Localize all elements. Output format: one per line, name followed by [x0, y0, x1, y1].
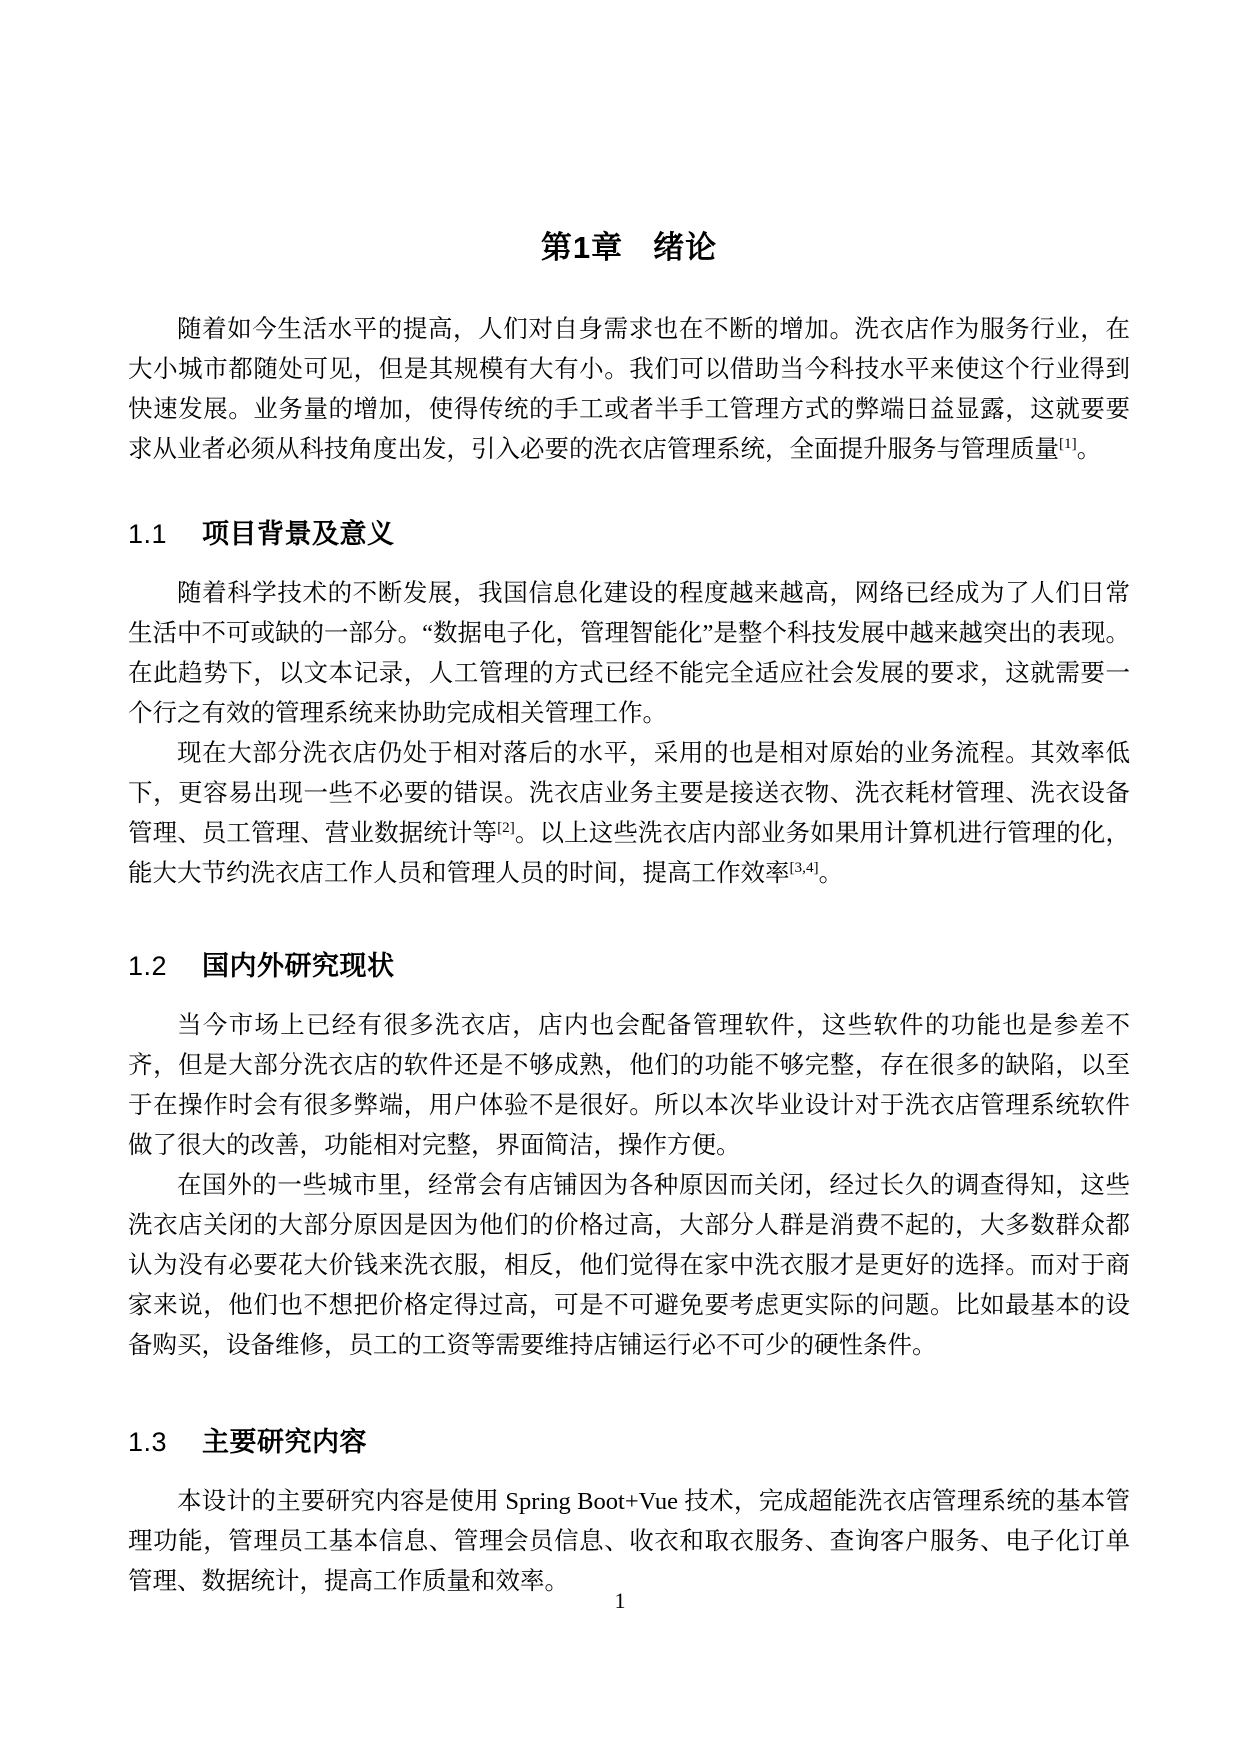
spacer-intro — [128, 268, 1130, 310]
section-heading-1-2 — [128, 950, 1130, 984]
section-heading-1-1 — [128, 518, 1130, 552]
paragraph-1-2-a — [128, 1006, 1130, 1166]
intro-paragraph-tail: 。 — [1076, 436, 1102, 464]
chapter-title — [128, 0, 1130, 268]
section-number-1-2: 1.2 — [128, 951, 168, 982]
spacer-after-section-1-3 — [128, 1460, 1130, 1482]
spacer-before-section-1-3 — [128, 1366, 1130, 1426]
paragraph-1-2-a-text: 当今市场上已经有很多洗衣店，店内也会配备管理软件，这些软件的功能也是参差不齐，但是大部分洗衣店的软件还是不够成熟，他们的功能不够完整，存在很多的缺陷，以至于在操作时会有很多弊端，用户体验不是很好。所以本次毕业设计对于洗衣店管理系统软件做了很大的改善，功能相对完整，界面简洁，操作方便。 — [128, 1011, 1130, 1159]
spacer-before-section-1-1 — [128, 470, 1130, 518]
paragraph-1-1-a — [128, 574, 1130, 734]
spacer-after-section-1-1 — [128, 552, 1130, 574]
section-title-1-1: 项目背景及意义 — [202, 519, 395, 550]
section-number-1-1: 1.1 — [128, 519, 168, 550]
citation-ref-3-4: [3,4] — [789, 858, 819, 876]
paragraph-1-1-b — [128, 734, 1130, 894]
section-title-1-2: 国内外研究现状 — [202, 951, 395, 982]
paragraph-1-1-a-text: 随着科学技术的不断发展，我国信息化建设的程度越来越高，网络已经成为了人们日常生活中不可或缺的一部分。“数据电子化，管理智能化”是整个科技发展中越来越突出的表现。在此趋势下，以文本记录，人工管理的方式已经不能完全适应社会发展的要求，这就需要一个行之有效的管理系统来协助完成相关管理工作。 — [128, 580, 1130, 728]
paragraph-1-1-b-tail2: 。 — [818, 860, 844, 888]
paragraph-1-1-b-tail: 。以上这些洗衣店内部业务如果用计算机进行管理的化，能大大节约洗衣店工作人员和管理人员的时间，提高工作效率 — [128, 820, 1131, 888]
paragraph-1-3-a-text: 本设计的主要研究内容是使用 Spring Boot+Vue 技术，完成超能洗衣店管理系统的基本管理功能，管理员工基本信息、管理会员信息、收衣和取衣服务、查询客户服务、电子化订单管理、数据统计，提高工作质量和效率。 — [128, 1487, 1130, 1595]
spacer-before-section-1-2 — [128, 894, 1130, 950]
page-number: 1 — [614, 1588, 626, 1613]
paragraph-1-2-b — [128, 1166, 1130, 1366]
citation-ref-2: [2] — [497, 818, 515, 836]
page-content — [128, 0, 1130, 1602]
spacer-after-section-1-2 — [128, 984, 1130, 1006]
paragraph-1-1-b-text: 现在大部分洗衣店仍处于相对落后的水平，采用的也是相对原始的业务流程。其效率低下，更容易出现一些不必要的错误。洗衣店业务主要是接送衣物、洗衣耗材管理、洗衣设备管理、员工管理、营业数据统计等 — [128, 740, 1130, 848]
section-number-1-3: 1.3 — [128, 1426, 168, 1457]
section-title-1-3: 主要研究内容 — [202, 1426, 367, 1457]
intro-paragraph-text: 随着如今生活水平的提高，人们对自身需求也在不断的增加。洗衣店作为服务行业，在大小城市都随处可见，但是其规模有大有小。我们可以借助当今科技水平来使这个行业得到快速发展。业务量的增加，使得传统的手工或者半手工管理方式的弊端日益显露，这就要要求从业者必须从科技角度出发，引入必要的洗衣店管理系统，全面提升服务与管理质量 — [128, 316, 1130, 464]
paragraph-1-3-a — [128, 1482, 1130, 1602]
paragraph-1-2-b-text: 在国外的一些城市里，经常会有店铺因为各种原因而关闭，经过长久的调查得知，这些洗衣店关闭的大部分原因是因为他们的价格过高，大部分人群是消费不起的，大多数群众都认为没有必要花大价钱来洗衣服，相反，他们觉得在家中洗衣服才是更好的选择。而对于商家来说，他们也不想把价格定得过高，可是不可避免要考虑更实际的问题。比如最基本的设备购买，设备维修，员工的工资等需要维持店铺运行必不可少的硬性条件。 — [128, 1171, 1130, 1359]
citation-ref-1: [1] — [1059, 435, 1077, 453]
section-heading-1-3 — [128, 1426, 1130, 1460]
chapter-label: 第1章 — [540, 230, 624, 265]
chapter-name: 绪论 — [653, 230, 718, 265]
intro-paragraph — [128, 310, 1130, 470]
